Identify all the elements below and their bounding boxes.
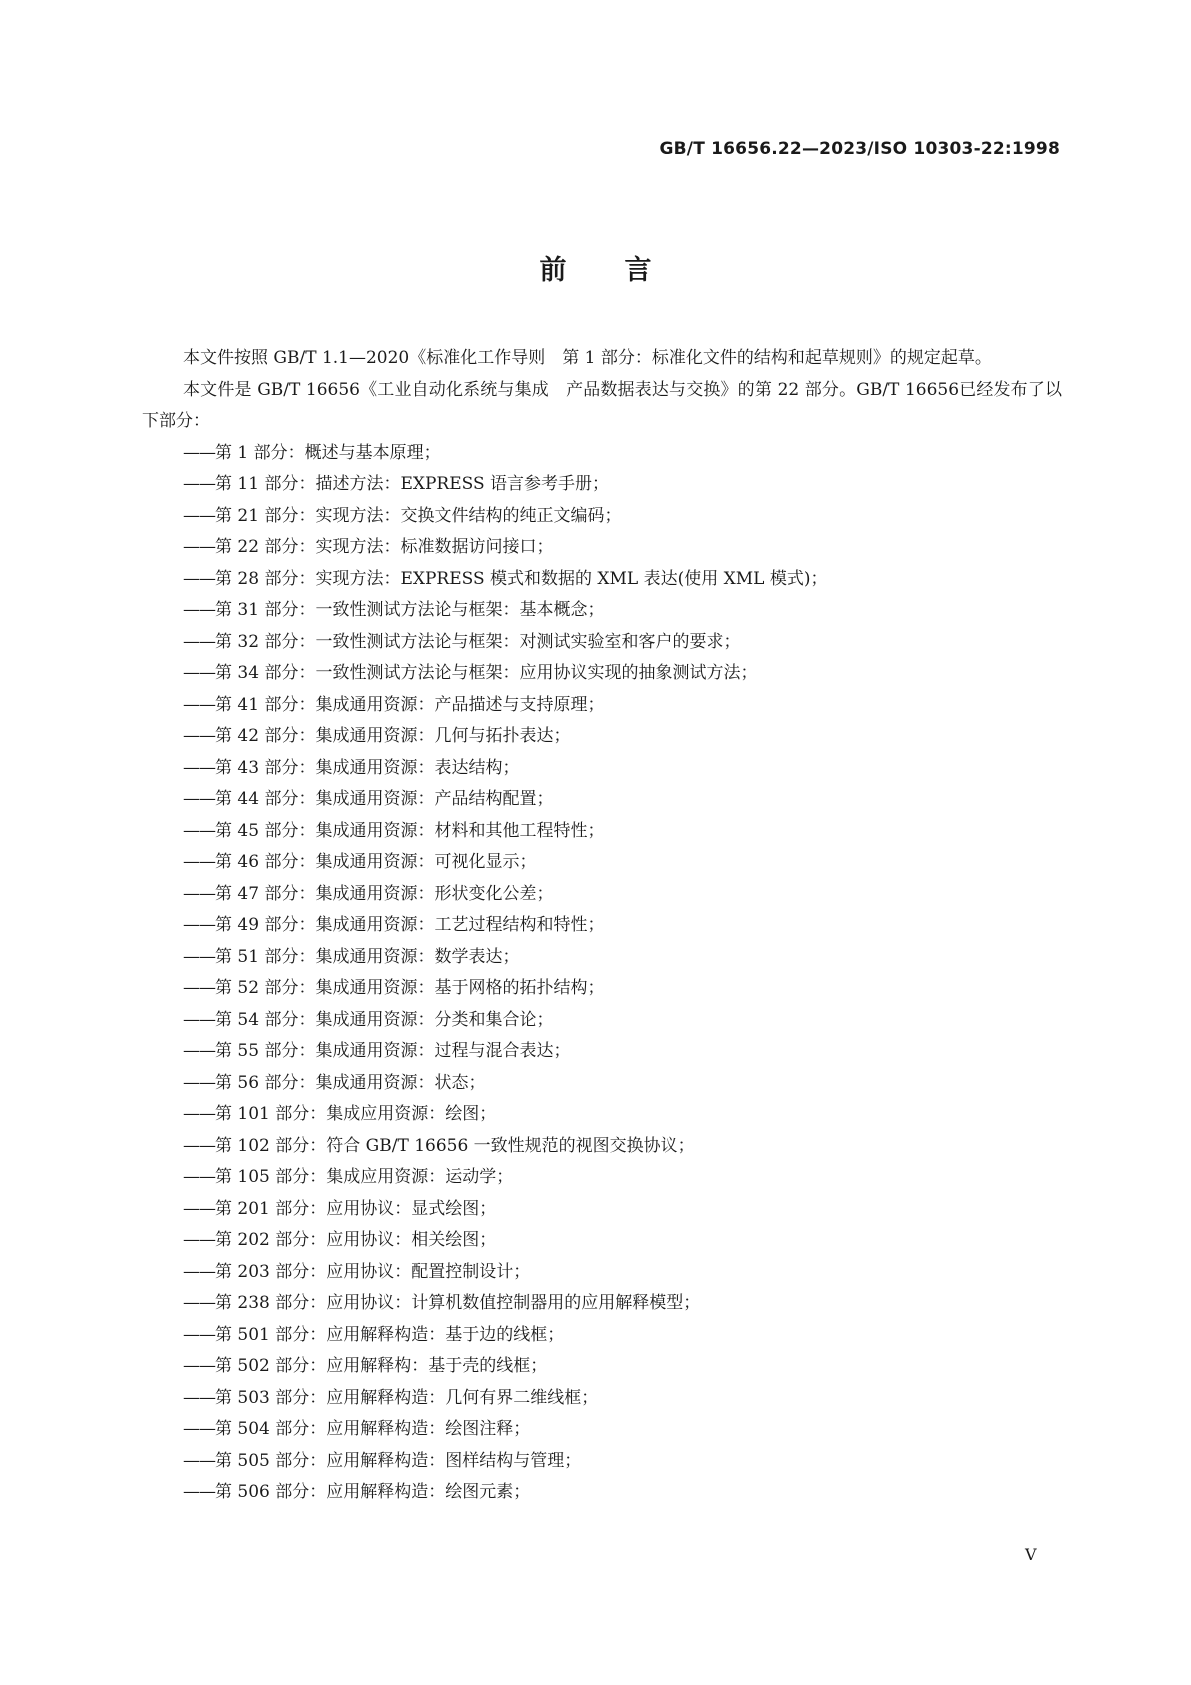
list-dash: —— — [183, 946, 215, 967]
list-item-text: 第 51 部分：集成通用资源：数学表达； — [215, 946, 520, 967]
list-item-text: 第 501 部分：应用解释构造：基于边的线框； — [215, 1324, 565, 1345]
list-item — [142, 501, 1062, 533]
list-dash: —— — [183, 820, 215, 841]
list-dash: —— — [183, 1135, 215, 1156]
list-dash: —— — [183, 1324, 215, 1345]
page-number: V — [1025, 1545, 1037, 1564]
list-item — [142, 784, 1062, 816]
list-item-text: 第 503 部分：应用解释构造：几何有界二维线框； — [215, 1387, 599, 1408]
list-dash: —— — [183, 1261, 215, 1282]
list-dash: —— — [183, 978, 215, 998]
list-item — [142, 658, 1062, 690]
list-dash: —— — [183, 600, 215, 620]
list-item-text: 第 55 部分：集成通用资源：过程与混合表达； — [215, 1041, 571, 1061]
list-item-text: 第 28 部分：实现方法：EXPRESS 模式和数据的 XML 表达(使用 XML 模式)； — [215, 568, 828, 589]
list-item-text: 第 102 部分：符合 GB/T 16656 一致性规范的视图交换协议； — [215, 1135, 695, 1156]
list-item-text: 第 22 部分：实现方法：标准数据访问接口； — [215, 537, 554, 557]
list-dash: —— — [183, 568, 215, 589]
list-item — [142, 910, 1062, 942]
list-item-text: 第 1 部分：概述与基本原理； — [215, 442, 441, 463]
list-item — [142, 627, 1062, 659]
list-item — [142, 942, 1062, 974]
list-item — [142, 1162, 1062, 1194]
list-item-text: 第 56 部分：集成通用资源：状态； — [215, 1072, 486, 1093]
list-dash: —— — [183, 631, 215, 652]
list-dash: —— — [183, 537, 215, 557]
list-item-text: 第 46 部分：集成通用资源：可视化显示； — [215, 852, 537, 872]
list-item — [142, 1068, 1062, 1100]
list-item-text: 第 238 部分：应用协议：计算机数值控制器用的应用解释模型； — [215, 1293, 701, 1313]
list-item-text: 第 45 部分：集成通用资源：材料和其他工程特性； — [215, 820, 605, 841]
list-item — [142, 1099, 1062, 1131]
list-item — [142, 1036, 1062, 1068]
list-item — [142, 1225, 1062, 1257]
list-item — [142, 1131, 1062, 1163]
list-item-text: 第 101 部分：集成应用资源：绘图； — [215, 1104, 497, 1124]
list-item-text: 第 11 部分：描述方法：EXPRESS 语言参考手册； — [215, 474, 609, 494]
list-dash: —— — [183, 1419, 215, 1439]
list-item — [142, 1351, 1062, 1383]
list-item — [142, 753, 1062, 785]
list-dash: —— — [183, 852, 215, 872]
published-parts-list — [142, 438, 1062, 1509]
list-dash: —— — [183, 663, 215, 683]
list-item — [142, 1320, 1062, 1352]
list-item — [142, 1005, 1062, 1037]
list-item — [142, 690, 1062, 722]
list-item-text: 第 34 部分：一致性测试方法论与框架：应用协议实现的抽象测试方法； — [215, 663, 758, 683]
list-item — [142, 973, 1062, 1005]
list-item — [142, 532, 1062, 564]
list-item-text: 第 502 部分：应用解释构：基于壳的线框； — [215, 1356, 548, 1376]
list-item — [142, 438, 1062, 470]
list-item-text: 第 31 部分：一致性测试方法论与框架：基本概念； — [215, 600, 605, 620]
list-item — [142, 847, 1062, 879]
paragraph-drafting-rules: 本文件按照 GB/T 1.1—2020《标准化工作导则 第 1 部分：标准化文件的结构和起草规则》的规定起草。 — [183, 348, 992, 368]
list-dash: —— — [183, 1450, 215, 1471]
list-dash: —— — [183, 1482, 215, 1502]
paragraph-series-intro: 本文件是 GB/T 16656《工业自动化系统与集成 产品数据表达与交换》的第 22 部分。GB/T 16656已经发布了以下部分： — [142, 379, 1062, 431]
list-dash: —— — [183, 1387, 215, 1408]
list-item — [142, 469, 1062, 501]
list-dash: —— — [183, 1293, 215, 1313]
list-dash: —— — [183, 505, 215, 526]
list-item-text: 第 505 部分：应用解释构造：图样结构与管理； — [215, 1450, 582, 1471]
list-dash: —— — [183, 1230, 215, 1250]
list-item — [142, 879, 1062, 911]
list-dash: —— — [183, 1072, 215, 1093]
list-item — [142, 721, 1062, 753]
document-number: GB/T 16656.22—2023/ISO 10303-22:1998 — [659, 139, 1060, 159]
list-item — [142, 1446, 1062, 1478]
list-item — [142, 1477, 1062, 1509]
list-item — [142, 564, 1062, 596]
list-dash: —— — [183, 1009, 215, 1030]
list-dash: —— — [183, 694, 215, 715]
list-dash: —— — [183, 1198, 215, 1219]
list-item-text: 第 49 部分：集成通用资源：工艺过程结构和特性； — [215, 915, 605, 935]
list-dash: —— — [183, 1104, 215, 1124]
list-item-text: 第 41 部分：集成通用资源：产品描述与支持原理； — [215, 694, 605, 715]
list-dash: —— — [183, 1041, 215, 1061]
list-dash: —— — [183, 1356, 215, 1376]
list-dash: —— — [183, 726, 215, 746]
list-item-text: 第 201 部分：应用协议：显式绘图； — [215, 1198, 497, 1219]
list-item-text: 第 44 部分：集成通用资源：产品结构配置； — [215, 789, 554, 809]
list-item-text: 第 21 部分：实现方法：交换文件结构的纯正文编码； — [215, 505, 622, 526]
list-dash: —— — [183, 883, 215, 904]
list-dash: —— — [183, 757, 215, 778]
list-dash: —— — [183, 789, 215, 809]
list-item-text: 第 42 部分：集成通用资源：几何与拓扑表达； — [215, 726, 571, 746]
list-dash: —— — [183, 442, 215, 463]
list-item — [142, 1288, 1062, 1320]
list-item — [142, 595, 1062, 627]
list-item-text: 第 506 部分：应用解释构造：绘图元素； — [215, 1482, 531, 1502]
list-item-text: 第 47 部分：集成通用资源：形状变化公差； — [215, 883, 554, 904]
list-item — [142, 1383, 1062, 1415]
list-item-text: 第 54 部分：集成通用资源：分类和集合论； — [215, 1009, 554, 1030]
list-item-text: 第 203 部分：应用协议：配置控制设计； — [215, 1261, 531, 1282]
list-item-text: 第 504 部分：应用解释构造：绘图注释； — [215, 1419, 531, 1439]
list-item — [142, 1194, 1062, 1226]
page-title: 前言 — [539, 255, 710, 286]
list-item — [142, 1257, 1062, 1289]
list-dash: —— — [183, 1167, 215, 1187]
list-item-text: 第 32 部分：一致性测试方法论与框架：对测试实验室和客户的要求； — [215, 631, 741, 652]
list-item-text: 第 202 部分：应用协议：相关绘图； — [215, 1230, 497, 1250]
list-item-text: 第 43 部分：集成通用资源：表达结构； — [215, 757, 520, 778]
list-dash: —— — [183, 474, 215, 494]
list-item — [142, 816, 1062, 848]
list-dash: —— — [183, 915, 215, 935]
list-item-text: 第 52 部分：集成通用资源：基于网格的拓扑结构； — [215, 978, 605, 998]
list-item-text: 第 105 部分：集成应用资源：运动学； — [215, 1167, 514, 1187]
list-item — [142, 1414, 1062, 1446]
foreword-body — [142, 343, 1062, 1509]
